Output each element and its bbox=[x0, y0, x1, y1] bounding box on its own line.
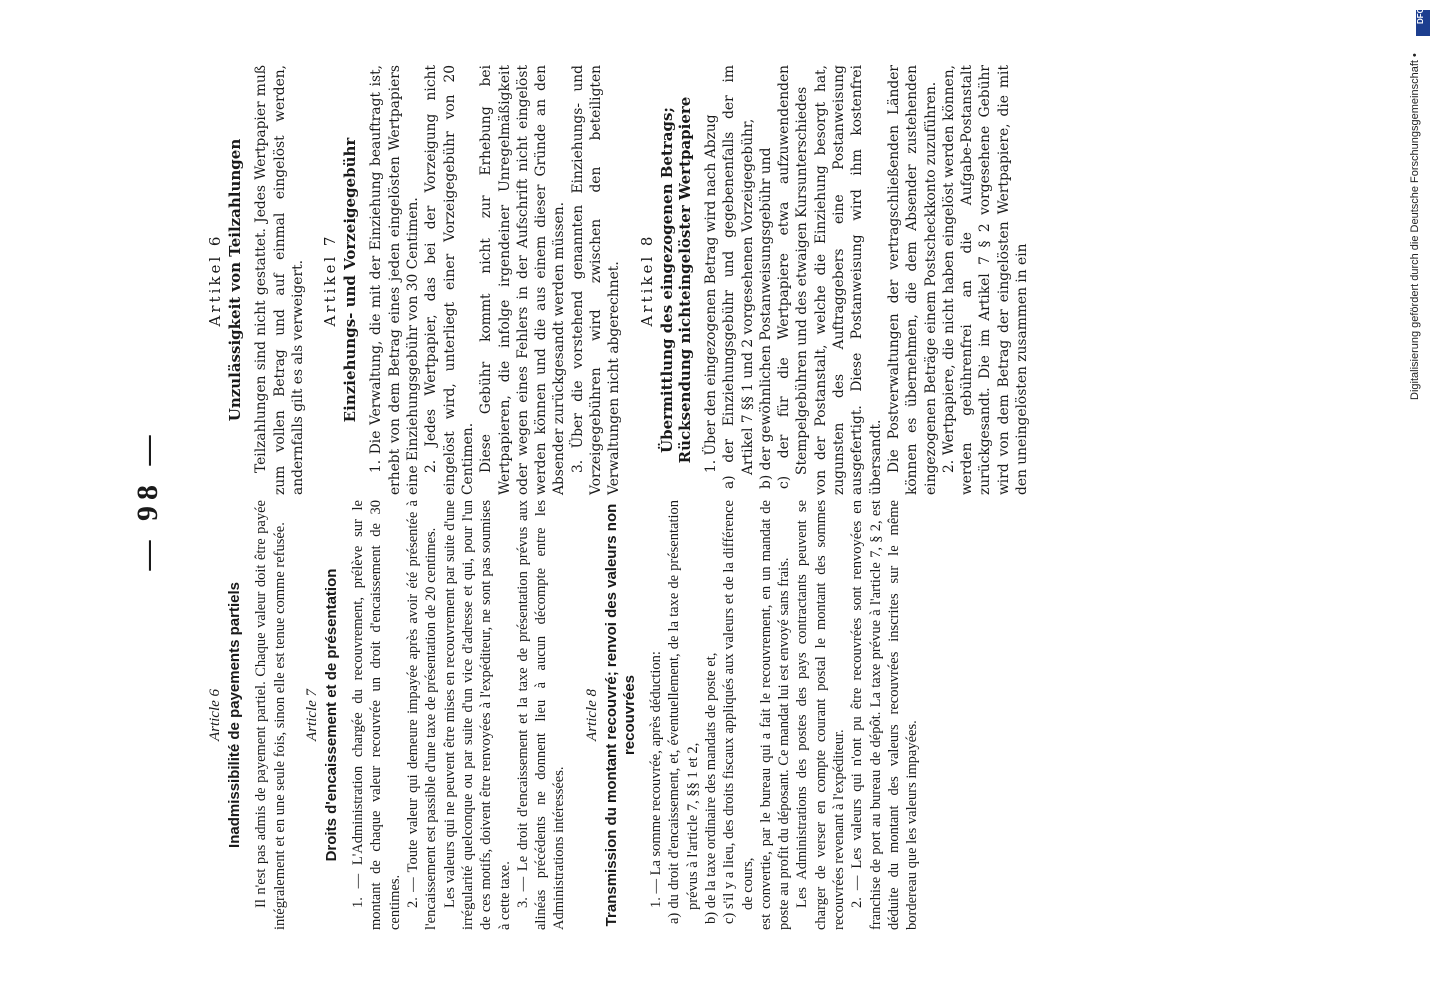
paragraph: von der Postanstalt, welche die Einziehung besorgt hat, zugunsten des Auftraggebers eine Postanweisung ausgefertigt. Diese Postanweisung wird ihm kostenfrei übersandt. bbox=[812, 65, 884, 495]
dfg-logo-text: DFG bbox=[1416, 7, 1425, 24]
paragraph: 1. — L'Administration chargée du recouvrement, prélève sur le montant de chaque valeur recouvrée un droit d'encaissement de 30 centimes. bbox=[350, 500, 403, 930]
article-label: Article 7 bbox=[303, 688, 320, 742]
list-item: b) der gewöhnlichen Postanweisungsgebühr und bbox=[757, 147, 774, 489]
article-title: Unzulässigkeit von Teilzahlungen bbox=[226, 138, 245, 422]
article-label: Article 8 bbox=[583, 688, 600, 742]
paragraph: Les Administrations des postes des pays contractants peuvent se charger de verser en compte courant postal le montant des sommes recouvrées revenant à l'expéditeur. bbox=[794, 500, 848, 930]
list-item: b) de la taxe ordinaire des mandats de poste et, bbox=[702, 652, 719, 924]
list-item: a) der Einziehungsgebühr und gegebenenfalls der im Artikel 7 §§ 1 und 2 vorgesehenen Vorzeigegebühr, bbox=[721, 65, 756, 489]
article-title: Droits d'encaissement et de présentation bbox=[323, 568, 341, 862]
paragraph: est convertie, par le bureau qui a fait le recouvrement, en un mandat de poste au profit du déposant. Ce mandat lui est envoyé sans frais. bbox=[757, 500, 793, 930]
paragraph: 2. Wertpapiere, die nicht haben eingelöst werden können, werden gebührenfrei an die Aufgabe-Postanstalt zurückgesandt. Die im Artikel 7 § 2 vorgesehene Gebühr wird von dem Betrag der eingelösten Wertpapiere, die mit den uneingelösten zusammen in ein bbox=[940, 65, 1030, 495]
paragraph: Il n'est pas admis de payement partiel. Chaque valeur doit être payée intégralement et en une seule fois, sinon elle est tenue comme refusée. bbox=[253, 500, 288, 930]
article-title: Transmission du montant recouvré; renvoi des valeurs non recouvrées bbox=[603, 503, 639, 927]
digitization-notice bbox=[1405, 7, 1434, 990]
article-label: Artikel 8 bbox=[637, 233, 656, 327]
paragraph: 2. — Toute valeur qui demeure impayée après avoir été présentée à l'encaissement est passible d'une taxe de présentation de 20 centimes. bbox=[405, 500, 440, 930]
digitization-text: Digitalisierung gefördert durch die Deutsche Forschungsgemeinschaft • bbox=[1409, 53, 1421, 400]
paragraph: 3. — Le droit d'encaissement et la taxe de présentation prévus aux alinéas précédents ne donnent lieu à aucun décompte entre les Administrations intéressées. bbox=[514, 500, 568, 930]
german-column bbox=[192, 65, 1031, 495]
paragraph: 1. Über den eingezogenen Betrag wird nach Abzug bbox=[702, 114, 719, 473]
paragraph: Teilzahlungen sind nicht gestattet. Jedes Wertpapier muß zum vollen Betrag und auf einmal eingelöst werden, andernfalls gilt es als verweigert. bbox=[253, 65, 306, 495]
article-title: Einziehungs- und Vorzeigegebühr bbox=[341, 137, 360, 423]
paragraph: 1. — La somme recouvrée, après déduction: bbox=[648, 651, 665, 908]
article-label: Artikel 6 bbox=[206, 233, 224, 327]
dfg-logo bbox=[1416, 7, 1430, 36]
paragraph: Die Postverwaltungen der vertragschließenden Länder können es übernehmen, die dem Absender zustehenden eingezogenen Beträge einem Postscheckkonto zuzuführen. bbox=[885, 65, 939, 495]
article-title: Übermittlung des eingezogenen Betrags; Rücksendung nichteingelöster Wertpapiere bbox=[657, 96, 694, 464]
paragraph: Les valeurs qui ne peuvent être mises en recouvrement par suite d'une irrégularité quelconque ou par suite d'un vice d'adresse et qui, pour l'un de ces motifs, doivent être renvoyées à l'expéditeur, ne sont pas soumises à cette taxe. bbox=[441, 500, 513, 930]
article-label: Article 6 bbox=[207, 688, 223, 742]
list-item: c) s'il y a lieu, des droits fiscaux appliqués aux valeurs et de la différence de cours, bbox=[721, 500, 756, 924]
paragraph: Diese Gebühr kommt nicht zur Erhebung bei Wertpapieren, die infolge irgendeiner Unregelmäßigkeit oder wegen eines Fehlers in der Aufschrift nicht eingelöst werden können und die aus einem dieser Gründe an den Absender zurückgesandt werden müssen. bbox=[478, 65, 568, 495]
article-title: Inadmissibilité de payements partiels bbox=[226, 582, 244, 848]
article-label: Artikel 7 bbox=[321, 233, 340, 327]
paragraph: 3. Über die vorstehend genannten Einziehungs- und Vorzeigegebühren wird zwischen den beteiligten Verwaltungen nicht abgerechnet. bbox=[569, 65, 623, 495]
paragraph: 1. Die Verwaltung, die mit der Einziehung beauftragt ist, erhebt von dem Betrag eines jeden eingelösten Wertpapiers eine Einziehungsgebühr von 30 Centimen. bbox=[368, 65, 422, 495]
list-item: c) der für die Wertpapiere etwa aufzuwendenden Stempelgebühren und des etwaigen Kursunterschiedes bbox=[776, 65, 811, 489]
paragraph: 2. — Les valeurs qui n'ont pu être recouvrées sont renvoyées en franchise de port au bureau de dépôt. La taxe prévue à l'article 7, § 2, est déduite du montant des valeurs recouvrées inscrites sur le même bordereau que les valeurs impayées. bbox=[849, 500, 921, 930]
paragraph: 2. Jedes Wertpapier, das bei der Vorzeigung nicht eingelöst wird, unterliegt einer Vorzeigegebühr von 20 Centimen. bbox=[423, 65, 476, 495]
french-column bbox=[192, 500, 922, 930]
list-item: a) du droit d'encaissement, et, éventuellement, de la taxe de présentation prévus à l'article 7, §§ 1 et 2, bbox=[666, 500, 701, 924]
page-number: — 98 — bbox=[131, 429, 164, 571]
